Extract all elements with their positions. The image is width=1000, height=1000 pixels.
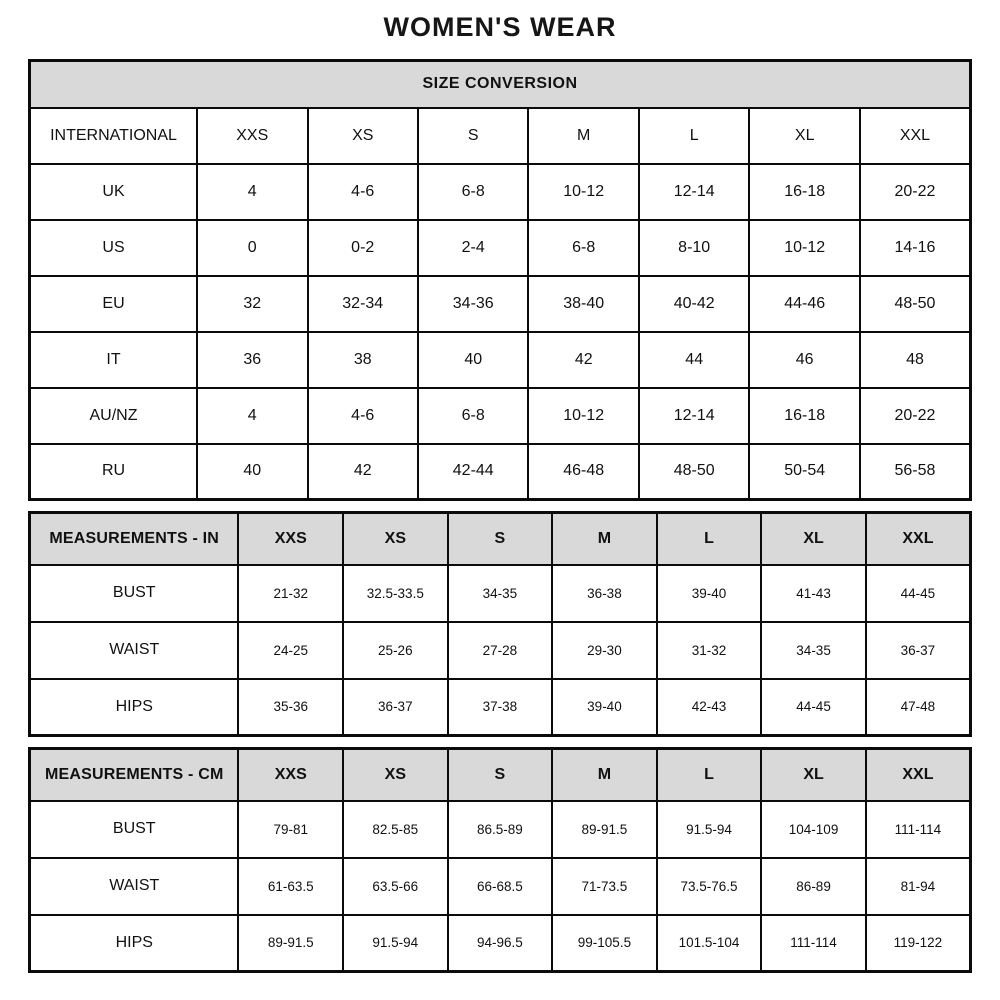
measurement-value-cell: 79-81 xyxy=(238,801,343,858)
measurement-label-cell: WAIST xyxy=(30,858,239,915)
measurement-value-cell: 39-40 xyxy=(657,565,762,622)
international-label-cell: INTERNATIONAL xyxy=(30,108,198,164)
measurement-value-cell: 61-63.5 xyxy=(238,858,343,915)
measurement-value-cell: 21-32 xyxy=(238,565,343,622)
size-value-cell: 46-48 xyxy=(528,444,638,500)
size-header-cell: XS xyxy=(343,513,448,565)
region-label-cell: AU/NZ xyxy=(30,388,198,444)
measurement-value-cell: 34-35 xyxy=(761,622,866,679)
size-value-cell: 6-8 xyxy=(528,220,638,276)
size-value-cell: 40 xyxy=(418,332,528,388)
size-value-cell: 4-6 xyxy=(308,388,418,444)
measurement-value-cell: 47-48 xyxy=(866,679,971,736)
measurement-value-cell: 111-114 xyxy=(866,801,971,858)
size-value-cell: 10-12 xyxy=(749,220,859,276)
measurement-value-cell: 86-89 xyxy=(761,858,866,915)
measurement-value-cell: 119-122 xyxy=(866,915,971,972)
size-value-cell: 16-18 xyxy=(749,388,859,444)
measurement-value-cell: 42-43 xyxy=(657,679,762,736)
measurement-value-cell: 81-94 xyxy=(866,858,971,915)
size-header-cell: XL xyxy=(761,513,866,565)
measurements-header-row xyxy=(30,513,971,565)
measurement-value-cell: 39-40 xyxy=(552,679,657,736)
size-value-cell: 48-50 xyxy=(860,276,971,332)
size-value-cell: 20-22 xyxy=(860,164,971,220)
size-header-cell: XXL xyxy=(866,513,971,565)
measurement-value-cell: 44-45 xyxy=(761,679,866,736)
measurement-label-cell: BUST xyxy=(30,565,239,622)
size-conversion-row xyxy=(30,276,971,332)
measurement-label-cell: WAIST xyxy=(30,622,239,679)
measurement-value-cell: 104-109 xyxy=(761,801,866,858)
size-value-cell: 44 xyxy=(639,332,749,388)
region-label-cell: EU xyxy=(30,276,198,332)
measurement-value-cell: 71-73.5 xyxy=(552,858,657,915)
measurements-cm-table xyxy=(28,747,972,973)
size-value-cell: 8-10 xyxy=(639,220,749,276)
measurement-value-cell: 63.5-66 xyxy=(343,858,448,915)
measurements-in-header xyxy=(30,513,971,565)
size-conversion-row xyxy=(30,164,971,220)
region-label-cell: US xyxy=(30,220,198,276)
measurements-cm-header xyxy=(30,749,971,801)
measurement-value-cell: 36-38 xyxy=(552,565,657,622)
size-header-cell: XS xyxy=(308,108,418,164)
size-header-cell: XXL xyxy=(866,749,971,801)
measurements-title-cell: MEASUREMENTS - IN xyxy=(30,513,239,565)
size-value-cell: 16-18 xyxy=(749,164,859,220)
measurement-value-cell: 91.5-94 xyxy=(343,915,448,972)
measurement-row xyxy=(30,679,971,736)
size-conversion-body xyxy=(30,61,971,500)
measurements-header-row xyxy=(30,749,971,801)
size-value-cell: 38-40 xyxy=(528,276,638,332)
measurement-row xyxy=(30,858,971,915)
size-value-cell: 50-54 xyxy=(749,444,859,500)
measurement-value-cell: 29-30 xyxy=(552,622,657,679)
measurement-value-cell: 94-96.5 xyxy=(448,915,553,972)
measurement-value-cell: 32.5-33.5 xyxy=(343,565,448,622)
size-value-cell: 2-4 xyxy=(418,220,528,276)
size-value-cell: 12-14 xyxy=(639,164,749,220)
size-conversion-row xyxy=(30,444,971,500)
size-value-cell: 4-6 xyxy=(308,164,418,220)
size-header-cell: XL xyxy=(749,108,859,164)
size-header-cell: L xyxy=(639,108,749,164)
region-label-cell: IT xyxy=(30,332,198,388)
measurements-in-body xyxy=(30,565,971,736)
size-conversion-banner-row xyxy=(30,61,971,108)
international-header-row xyxy=(30,108,971,164)
size-header-cell: S xyxy=(418,108,528,164)
size-value-cell: 10-12 xyxy=(528,388,638,444)
size-value-cell: 40-42 xyxy=(639,276,749,332)
size-value-cell: 6-8 xyxy=(418,164,528,220)
size-header-cell: L xyxy=(657,513,762,565)
measurement-row xyxy=(30,801,971,858)
size-conversion-row xyxy=(30,388,971,444)
size-value-cell: 32 xyxy=(197,276,307,332)
measurement-row xyxy=(30,622,971,679)
size-value-cell: 56-58 xyxy=(860,444,971,500)
size-header-cell: XXS xyxy=(197,108,307,164)
measurements-in-table xyxy=(28,511,972,737)
size-value-cell: 38 xyxy=(308,332,418,388)
size-header-cell: S xyxy=(448,749,553,801)
measurement-value-cell: 101.5-104 xyxy=(657,915,762,972)
size-value-cell: 0 xyxy=(197,220,307,276)
measurement-row xyxy=(30,565,971,622)
measurement-value-cell: 86.5-89 xyxy=(448,801,553,858)
measurement-value-cell: 36-37 xyxy=(866,622,971,679)
page-title: WOMEN'S WEAR xyxy=(383,12,617,42)
size-value-cell: 12-14 xyxy=(639,388,749,444)
measurement-value-cell: 24-25 xyxy=(238,622,343,679)
measurement-value-cell: 73.5-76.5 xyxy=(657,858,762,915)
measurements-title-cell: MEASUREMENTS - CM xyxy=(30,749,239,801)
size-value-cell: 14-16 xyxy=(860,220,971,276)
size-value-cell: 4 xyxy=(197,388,307,444)
size-value-cell: 32-34 xyxy=(308,276,418,332)
measurement-value-cell: 111-114 xyxy=(761,915,866,972)
measurement-value-cell: 82.5-85 xyxy=(343,801,448,858)
size-value-cell: 46 xyxy=(749,332,859,388)
size-value-cell: 6-8 xyxy=(418,388,528,444)
size-value-cell: 42 xyxy=(308,444,418,500)
size-header-cell: XS xyxy=(343,749,448,801)
measurement-value-cell: 89-91.5 xyxy=(552,801,657,858)
region-label-cell: UK xyxy=(30,164,198,220)
measurements-cm-body xyxy=(30,801,971,972)
size-value-cell: 44-46 xyxy=(749,276,859,332)
size-header-cell: M xyxy=(552,513,657,565)
size-value-cell: 20-22 xyxy=(860,388,971,444)
size-value-cell: 48-50 xyxy=(639,444,749,500)
measurement-value-cell: 36-37 xyxy=(343,679,448,736)
measurement-value-cell: 66-68.5 xyxy=(448,858,553,915)
size-value-cell: 0-2 xyxy=(308,220,418,276)
size-value-cell: 36 xyxy=(197,332,307,388)
size-value-cell: 34-36 xyxy=(418,276,528,332)
size-header-cell: L xyxy=(657,749,762,801)
measurement-value-cell: 99-105.5 xyxy=(552,915,657,972)
measurement-label-cell: HIPS xyxy=(30,679,239,736)
measurement-label-cell: BUST xyxy=(30,801,239,858)
size-header-cell: XXS xyxy=(238,749,343,801)
measurement-value-cell: 27-28 xyxy=(448,622,553,679)
measurement-row xyxy=(30,915,971,972)
measurement-value-cell: 41-43 xyxy=(761,565,866,622)
size-value-cell: 42 xyxy=(528,332,638,388)
size-header-cell: M xyxy=(552,749,657,801)
size-header-cell: XL xyxy=(761,749,866,801)
size-conversion-table xyxy=(28,59,972,501)
size-header-cell: S xyxy=(448,513,553,565)
measurement-value-cell: 91.5-94 xyxy=(657,801,762,858)
measurement-value-cell: 25-26 xyxy=(343,622,448,679)
size-header-cell: XXS xyxy=(238,513,343,565)
measurement-value-cell: 35-36 xyxy=(238,679,343,736)
size-value-cell: 4 xyxy=(197,164,307,220)
size-header-cell: M xyxy=(528,108,638,164)
size-conversion-row xyxy=(30,220,971,276)
measurement-value-cell: 37-38 xyxy=(448,679,553,736)
size-conversion-title: SIZE CONVERSION xyxy=(30,61,971,108)
size-value-cell: 42-44 xyxy=(418,444,528,500)
measurement-value-cell: 44-45 xyxy=(866,565,971,622)
region-label-cell: RU xyxy=(30,444,198,500)
measurement-value-cell: 89-91.5 xyxy=(238,915,343,972)
measurement-value-cell: 34-35 xyxy=(448,565,553,622)
measurement-label-cell: HIPS xyxy=(30,915,239,972)
size-value-cell: 10-12 xyxy=(528,164,638,220)
size-value-cell: 40 xyxy=(197,444,307,500)
size-header-cell: XXL xyxy=(860,108,971,164)
size-value-cell: 48 xyxy=(860,332,971,388)
size-conversion-row xyxy=(30,332,971,388)
measurement-value-cell: 31-32 xyxy=(657,622,762,679)
